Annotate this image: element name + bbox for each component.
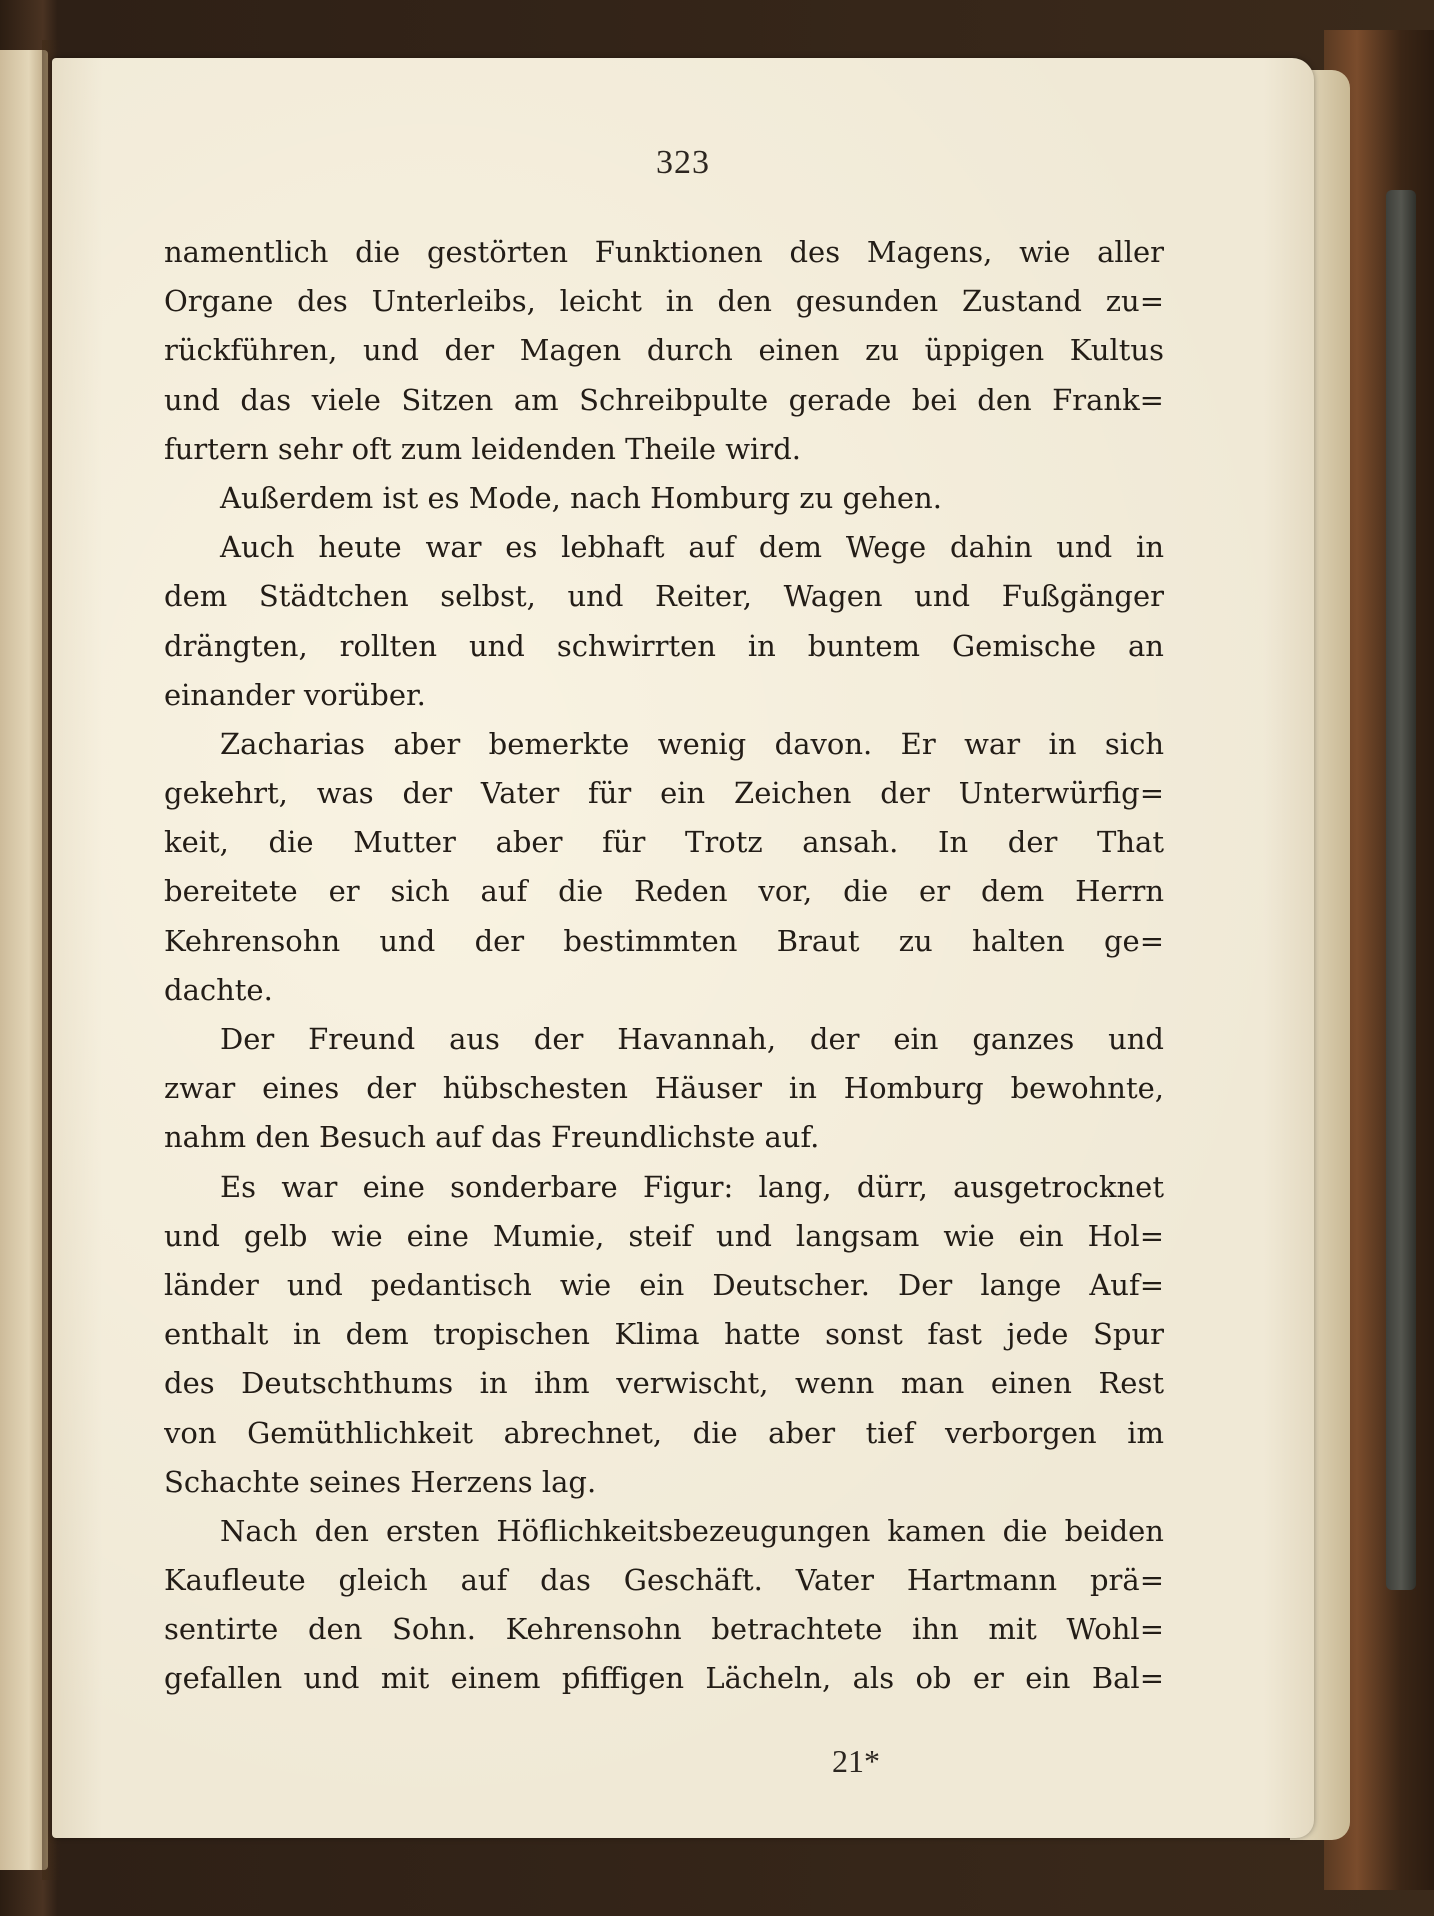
text-line: Kaufleute gleich auf das Geschäft. Vater Hartmann prä=: [164, 1563, 1164, 1598]
text-line: namentlich die gestörten Funktionen des Magens, wie aller: [164, 235, 1164, 269]
text-line: länder und pedantisch wie ein Deutscher. Der lange Auf=: [164, 1267, 1164, 1302]
text-line: Schachte seines Herzens lag.: [164, 1464, 597, 1499]
text-line: dachte.: [164, 972, 273, 1007]
signature-mark: 21*: [832, 1743, 880, 1779]
text-line: Es war eine sonderbare Figur: lang, dürr, ausgetrocknet: [220, 1169, 1164, 1204]
book-spine-cloth: [1386, 190, 1416, 1590]
text-line: keit, die Mutter aber für Trotz ansah. In der That: [164, 825, 1164, 860]
text-line: drängten, rollten und schwirrten in buntem Gemische an: [164, 628, 1164, 663]
text-line: von Gemüthlichkeit abrechnet, die aber tief verborgen im: [164, 1415, 1164, 1450]
page-number: 323: [656, 144, 710, 181]
book-page: [52, 58, 1314, 1838]
text-line: Außerdem ist es Mode, nach Homburg zu gehen.: [220, 480, 942, 515]
text-line: Zacharias aber bemerkte wenig davon. Er war in sich: [220, 726, 1164, 761]
text-line: dem Städtchen selbst, und Reiter, Wagen und Fußgänger: [164, 579, 1164, 614]
text-line: Auch heute war es lebhaft auf dem Wege dahin und in: [220, 530, 1164, 565]
text-line: nahm den Besuch auf das Freundlichste auf.: [164, 1120, 820, 1155]
text-line: des Deutschthums in ihm verwischt, wenn man einen Rest: [164, 1366, 1164, 1401]
left-facing-page: [0, 50, 48, 1870]
text-line: Organe des Unterleibs, leicht in den gesunden Zustand zu=: [164, 284, 1164, 319]
text-line: Kehrensohn und der bestimmten Braut zu halten ge=: [164, 923, 1164, 958]
text-line: gefallen und mit einem pfiffigen Lächeln, als ob er ein Bal=: [164, 1661, 1164, 1696]
text-line: einander vorüber.: [164, 677, 426, 712]
text-line: gekehrt, was der Vater für ein Zeichen der Unterwürfig=: [164, 776, 1164, 811]
text-line: zwar eines der hübschesten Häuser in Homburg bewohnte,: [164, 1071, 1164, 1106]
text-line: Der Freund aus der Havannah, der ein ganzes und: [220, 1022, 1164, 1056]
text-line: und das viele Sitzen am Schreibpulte gerade bei den Frank=: [164, 382, 1164, 417]
text-line: Nach den ersten Höflichkeitsbezeugungen kamen die beiden: [220, 1513, 1164, 1548]
text-line: rückführen, und der Magen durch einen zu üppigen Kultus: [164, 333, 1164, 368]
page-body-text: [164, 228, 1164, 1704]
text-line: enthalt in dem tropischen Klima hatte sonst fast jede Spur: [164, 1317, 1164, 1352]
text-line: bereitete er sich auf die Reden vor, die er dem Herrn: [164, 874, 1164, 909]
text-line: sentirte den Sohn. Kehrensohn betrachtete ihn mit Wohl=: [164, 1612, 1164, 1647]
text-line: und gelb wie eine Mumie, steif und langsam wie ein Hol=: [164, 1218, 1164, 1253]
text-line: furtern sehr oft zum leidenden Theile wird.: [164, 431, 801, 466]
